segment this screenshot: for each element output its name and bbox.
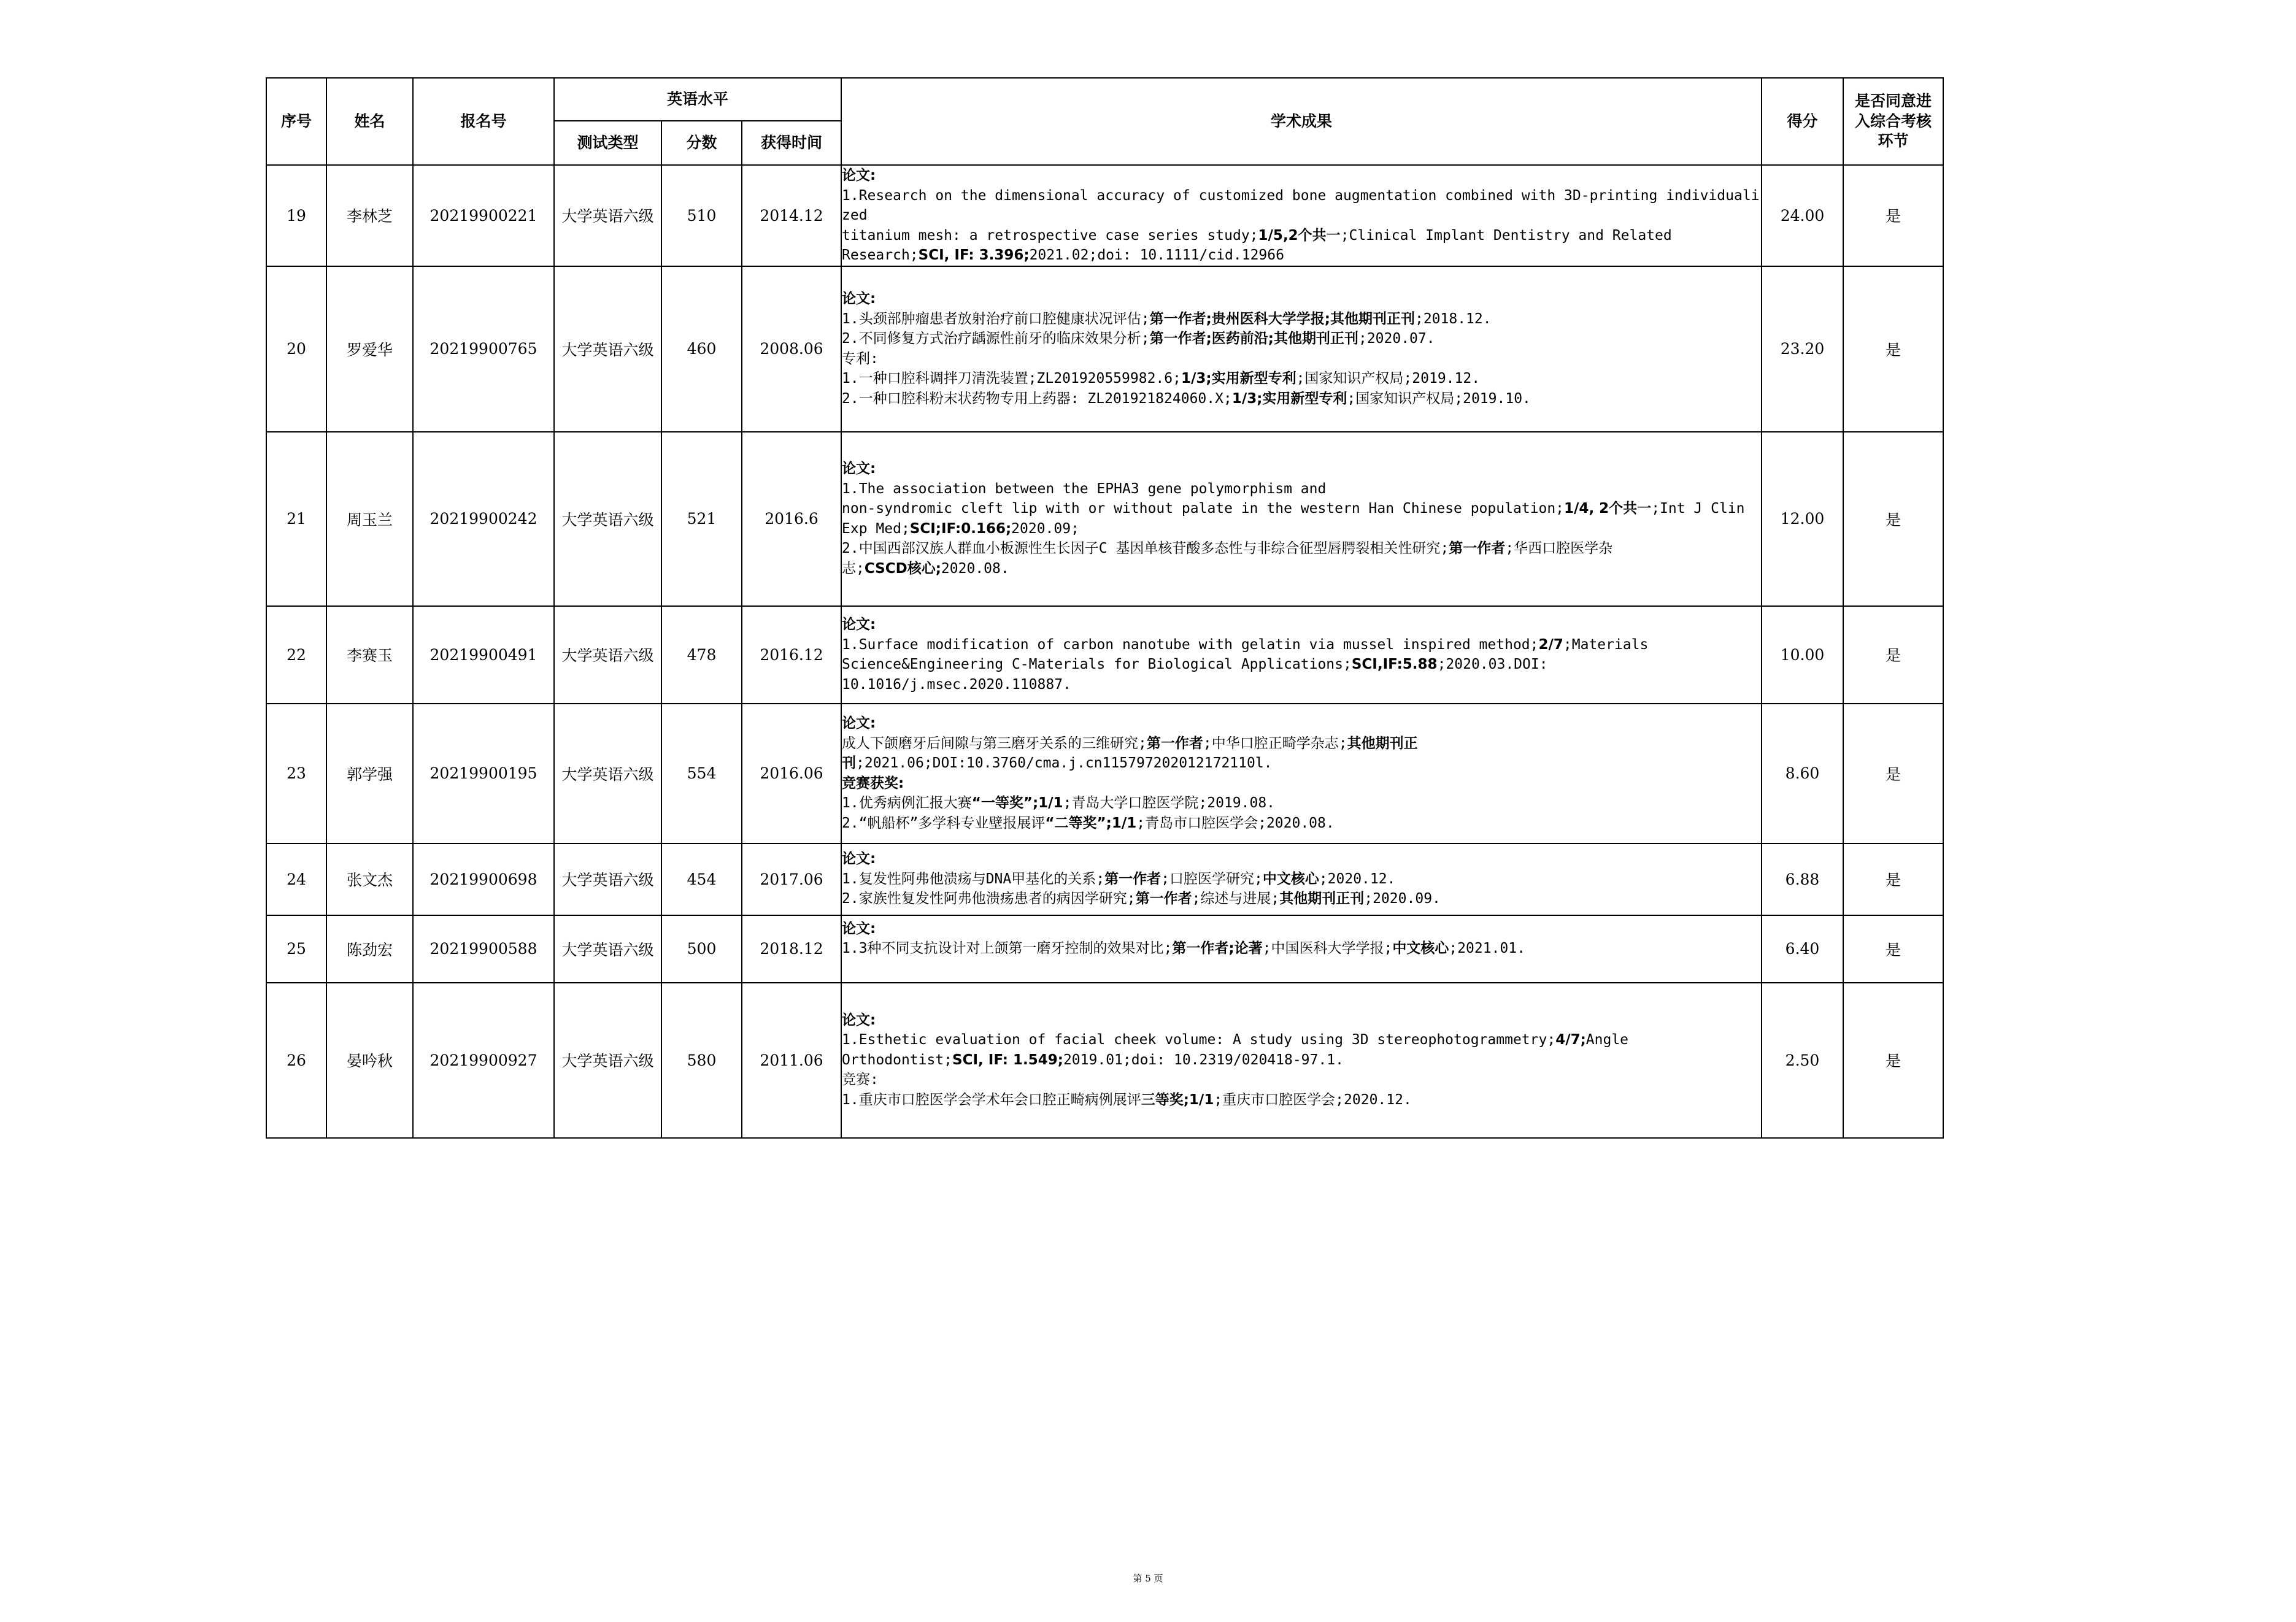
cell-test-type: 大学英语六级 [554,704,661,844]
table-body [266,165,1943,1138]
achievement-text: ;Int J Clin [1651,501,1745,517]
cell-test-type: 大学英语六级 [554,266,661,432]
achievement-text: Science&Engineering C-Materials for Biological Applications; [842,656,1352,672]
cell-score: 478 [661,606,742,704]
cell-obtain-time: 2008.06 [742,266,841,432]
achievement-text: 10.1016/j.msec.2020.110887. [842,676,1071,693]
achievement-line [842,869,1761,890]
achievement-bold-text: SCI, IF: 1.549; [952,1051,1063,1068]
achievement-line [842,289,1761,309]
achievement-line [842,615,1761,635]
cell-name: 李林芝 [326,165,413,266]
achievement-bold-text: “一等奖”;1/1 [971,795,1063,811]
achievement-text: ;华西口腔医学杂 [1505,540,1613,556]
achievement-text [842,961,850,977]
achievement-line [842,1090,1761,1110]
cell-agree: 是 [1843,983,1943,1138]
header-points: 得分 [1762,78,1843,165]
achievement-text: ;2020.03.DOI: [1437,656,1548,672]
cell-seq: 25 [266,915,326,983]
achievement-line [842,499,1761,519]
header-obtain-time: 获得时间 [742,121,841,165]
cell-name: 周玉兰 [326,432,413,606]
cell-score: 460 [661,266,742,432]
cell-achievements [841,844,1762,915]
cell-seq: 22 [266,606,326,704]
achievement-text: 1.优秀病例汇报大赛 [842,795,972,811]
achievement-text: 2020.09; [1011,520,1079,537]
cell-reg-no: 20219900242 [413,432,554,606]
achievement-text: ;2020.12. [1319,871,1396,887]
cell-agree: 是 [1843,432,1943,606]
achievement-text: ;2020.07. [1358,331,1435,347]
achievement-line [842,849,1761,869]
achievement-text: 1.头颈部肿瘤患者放射治疗前口腔健康状况评估; [842,310,1150,327]
cell-score: 454 [661,844,742,915]
achievement-line [842,519,1761,539]
cell-reg-no: 20219900195 [413,704,554,844]
cell-achievements [841,165,1762,266]
table-row [266,266,1943,432]
cell-points: 6.40 [1762,915,1843,983]
achievement-text: 1.The association between the EPHA3 gene polymorphism and [842,480,1327,497]
achievement-text: 1.复发性阿弗他溃疡与DNA甲基化的关系; [842,871,1105,887]
achievement-line [842,186,1761,226]
achievement-bold-text: 竞赛获奖: [842,775,904,791]
achievement-line [842,1070,1761,1090]
achievement-bold-text: 第一作者;医药前沿;其他期刊正刊 [1149,331,1358,347]
table-row [266,432,1943,606]
cell-obtain-time: 2016.12 [742,606,841,704]
cell-score: 554 [661,704,742,844]
cell-points: 23.20 [1762,266,1843,432]
cell-obtain-time: 2016.6 [742,432,841,606]
achievement-text: ;国家知识产权局;2019.12. [1296,371,1481,386]
achievement-text: 志; [842,560,865,577]
achievement-text: ;青岛大学口腔医学院;2019.08. [1063,795,1276,811]
table-row [266,704,1943,844]
cell-reg-no: 20219900588 [413,915,554,983]
achievement-line [842,939,1761,959]
header-name: 姓名 [326,78,413,165]
achievement-text: 竞赛: [842,1072,879,1088]
achievement-bold-text: 中文核心 [1392,940,1449,957]
achievement-bold-text: 2/7 [1538,636,1563,653]
cell-agree: 是 [1843,165,1943,266]
cell-points: 10.00 [1762,606,1843,704]
table-row [266,915,1943,983]
cell-agree: 是 [1843,915,1943,983]
cell-seq: 19 [266,165,326,266]
achievement-bold-text: 中文核心 [1262,871,1319,887]
achievement-line [842,959,1761,979]
achievement-text: 1.重庆市口腔医学会学术年会口腔正畸病例展评 [842,1091,1141,1108]
achievement-text: 2.一种口腔科粉末状药物专用上药器: ZL201921824060.X; [842,390,1232,407]
cell-points: 24.00 [1762,165,1843,266]
achievement-bold-text: 论文: [842,920,876,937]
achievement-text: ;国家知识产权局;2019.10. [1347,390,1531,407]
achievement-bold-text: 其他期刊正 [1347,735,1418,751]
achievement-text: ;2020.09. [1364,891,1441,907]
achievement-text: 1.一种口腔科调拌刀清洗装置;ZL201920559982.6; [842,371,1181,386]
cell-achievements [841,606,1762,704]
achievement-text: 成人下颌磨牙后间隙与第三磨牙关系的三维研究; [842,735,1147,751]
achievement-text: ;中华口腔正畸学杂志; [1203,735,1347,751]
achievement-bold-text: 论文: [842,461,876,477]
achievement-text: ;重庆市口腔医学会;2020.12. [1214,1091,1412,1108]
cell-seq: 20 [266,266,326,432]
header-agree: 是否同意进入综合考核环节 [1843,78,1943,165]
achievement-line [842,479,1761,499]
cell-obtain-time: 2014.12 [742,165,841,266]
achievement-bold-text: CSCD核心; [864,560,941,577]
cell-obtain-time: 2017.06 [742,844,841,915]
achievement-text: ;综述与进展; [1192,891,1280,907]
achievement-bold-text: 1/3;实用新型专利 [1181,371,1296,386]
achievement-bold-text: 论文: [842,167,876,183]
achievement-text: 2019.01;doi: 10.2319/020418-97.1. [1063,1051,1344,1068]
cell-seq: 21 [266,432,326,606]
achievement-line [842,793,1761,813]
cell-obtain-time: 2016.06 [742,704,841,844]
achievement-text: 2021.02;doi: 10.1111/cid.12966 [1029,247,1284,263]
cell-agree: 是 [1843,704,1943,844]
cell-reg-no: 20219900765 [413,266,554,432]
table-row [266,606,1943,704]
achievement-text: 2020.08. [941,560,1009,577]
achievement-bold-text: 第一作者;贵州医科大学学报;其他期刊正刊 [1149,310,1415,327]
cell-reg-no: 20219900491 [413,606,554,704]
achievement-line [842,753,1761,774]
cell-score: 500 [661,915,742,983]
achievement-line [842,389,1761,409]
table-row [266,844,1943,915]
achievement-bold-text: 第一作者 [1104,871,1161,887]
achievement-text: non-syndromic cleft lip with or without palate in the western Han Chinese population; [842,501,1565,517]
achievement-line [842,166,1761,186]
cell-test-type: 大学英语六级 [554,983,661,1138]
achievement-bold-text: 论文: [842,851,876,867]
header-test-type: 测试类型 [554,121,661,165]
cell-points: 12.00 [1762,432,1843,606]
achievement-text: ;2021.01. [1449,940,1525,957]
achievement-text: 2.“帆船杯”多学科专业壁报展评 [842,815,1046,831]
achievement-text: 2.不同修复方式治疗龋源性前牙的临床效果分析; [842,331,1150,347]
achievement-text: ;Clinical Implant Dentistry and Related [1340,227,1672,244]
cell-name: 郭学强 [326,704,413,844]
achievement-line [842,329,1761,349]
achievement-bold-text: 第一作者;论著 [1172,940,1263,957]
table-row [266,983,1943,1138]
achievement-bold-text: 论文: [842,291,876,307]
cell-seq: 23 [266,704,326,844]
achievement-text: ;Materials [1563,636,1649,653]
cell-seq: 26 [266,983,326,1138]
achievement-text: ;口腔医学研究; [1161,871,1263,887]
achievement-line [842,349,1761,369]
achievement-bold-text: 论文: [842,1012,876,1028]
achievement-line [842,459,1761,479]
achievement-text: Angle [1585,1032,1629,1048]
achievement-text: 1.Esthetic evaluation of facial cheek volume: A study using 3D stereophotogrammetry; [842,1032,1556,1048]
achievement-bold-text: SCI;IF:0.166; [909,520,1012,537]
cell-test-type: 大学英语六级 [554,432,661,606]
achievement-text: Research; [842,247,919,263]
achievement-bold-text: SCI, IF: 3.396; [918,247,1030,263]
achievement-line [842,774,1761,794]
header-score: 分数 [661,121,742,165]
achievement-line [842,889,1761,909]
cell-test-type: 大学英语六级 [554,165,661,266]
achievement-bold-text: “二等奖”;1/1 [1045,815,1137,831]
achievement-line [842,226,1761,246]
cell-reg-no: 20219900927 [413,983,554,1138]
cell-name: 李赛玉 [326,606,413,704]
cell-score: 521 [661,432,742,606]
cell-achievements [841,432,1762,606]
achievement-text: 1.3种不同支抗设计对上颌第一磨牙控制的效果对比; [842,940,1173,957]
cell-test-type: 大学英语六级 [554,606,661,704]
cell-agree: 是 [1843,266,1943,432]
cell-test-type: 大学英语六级 [554,844,661,915]
achievement-line [842,713,1761,734]
achievement-bold-text: 其他期刊正刊 [1279,891,1365,907]
cell-points: 2.50 [1762,983,1843,1138]
achievement-bold-text: 论文: [842,715,876,731]
cell-name: 罗爱华 [326,266,413,432]
header-english-level: 英语水平 [554,78,841,121]
cell-agree: 是 [1843,844,1943,915]
achievement-bold-text: 第一作者 [1146,735,1203,751]
cell-achievements [841,983,1762,1138]
achievement-line [842,539,1761,559]
achievement-bold-text: SCI,IF:5.88 [1351,656,1438,672]
achievement-line [842,309,1761,329]
cell-obtain-time: 2011.06 [742,983,841,1138]
achievement-text: ;中国医科大学学报; [1262,940,1393,957]
achievement-text: titanium mesh: a retrospective case series study; [842,227,1258,244]
cell-reg-no: 20219900221 [413,165,554,266]
achievement-text: ;2021.06;DOI:10.3760/cma.j.cn115797202012172110l. [856,755,1273,771]
cell-achievements [841,915,1762,983]
cell-points: 8.60 [1762,704,1843,844]
cell-name: 陈劲宏 [326,915,413,983]
achievement-line [842,1050,1761,1070]
cell-seq: 24 [266,844,326,915]
cell-name: 张文杰 [326,844,413,915]
achievement-line [842,369,1761,389]
achievement-line [842,919,1761,939]
cell-obtain-time: 2018.12 [742,915,841,983]
cell-score: 580 [661,983,742,1138]
achievement-text: Exp Med; [842,520,910,537]
cell-score: 510 [661,165,742,266]
cell-agree: 是 [1843,606,1943,704]
achievement-line [842,813,1761,834]
achievement-text: 2.家族性复发性阿弗他溃疡患者的病因学研究; [842,891,1136,907]
cell-achievements [841,704,1762,844]
cell-test-type: 大学英语六级 [554,915,661,983]
achievement-line [842,675,1761,695]
page-number: 第 5 页 [1133,1573,1163,1584]
achievement-bold-text: 1/5,2个共一 [1258,227,1341,244]
achievement-bold-text: 第一作者 [1449,540,1506,556]
achievement-line [842,635,1761,655]
header-achievements: 学术成果 [841,78,1762,165]
achievement-bold-text: 三等奖;1/1 [1141,1091,1214,1108]
cell-name: 晏吟秋 [326,983,413,1138]
cell-reg-no: 20219900698 [413,844,554,915]
achievement-text: 1.Research on the dimensional accuracy of customized bone augmentation combined with 3D-printing individualized [842,187,1760,223]
cell-points: 6.88 [1762,844,1843,915]
header-reg-no: 报名号 [413,78,554,165]
achievement-text: 1.Surface modification of carbon nanotube with gelatin via mussel inspired method; [842,636,1539,653]
achievement-line [842,1010,1761,1031]
candidates-table [266,77,1944,1139]
achievement-line [842,245,1761,266]
achievement-text: ;2018.12. [1414,310,1492,327]
achievement-bold-text: 4/7; [1555,1032,1586,1048]
achievement-text: 2.中国西部汉族人群血小板源性生长因子C 基因单核苷酸多态性与非综合征型唇腭裂相关性研究; [842,540,1449,556]
achievement-text: ;青岛市口腔医学会;2020.08. [1136,815,1335,831]
achievement-line [842,1030,1761,1050]
achievement-line [842,559,1761,579]
achievement-line [842,655,1761,675]
achievement-text: Orthodontist; [842,1051,953,1068]
achievement-text: 专利: [842,350,879,367]
achievement-bold-text: 第一作者 [1135,891,1192,907]
achievement-bold-text: 刊 [842,755,857,771]
table-row [266,165,1943,266]
achievement-bold-text: 1/4, 2个共一 [1564,501,1652,517]
achievement-bold-text: 1/3;实用新型专利 [1231,390,1347,407]
achievement-bold-text: 论文: [842,617,876,632]
achievement-line [842,734,1761,754]
cell-achievements [841,266,1762,432]
header-seq: 序号 [266,78,326,165]
